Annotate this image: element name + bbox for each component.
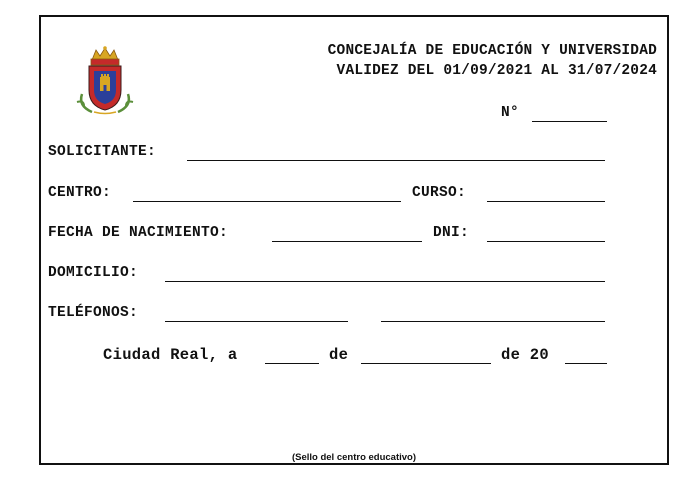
telefono-1-field[interactable] <box>165 321 348 322</box>
domicilio-label: DOMICILIO: <box>48 265 139 281</box>
numero-field[interactable] <box>532 121 607 122</box>
centro-label: CENTRO: <box>48 185 112 201</box>
dni-label: DNI: <box>433 225 470 241</box>
dni-field[interactable] <box>487 241 605 242</box>
centro-field[interactable] <box>133 201 401 202</box>
curso-field[interactable] <box>487 201 605 202</box>
header-validity: VALIDEZ DEL 01/09/2021 AL 31/07/2024 <box>336 63 657 79</box>
date-month-field[interactable] <box>361 363 491 364</box>
numero-label: N° <box>501 105 520 121</box>
header-title: CONCEJALÍA DE EDUCACIÓN Y UNIVERSIDAD <box>327 43 657 59</box>
date-day-field[interactable] <box>265 363 319 364</box>
domicilio-field[interactable] <box>165 281 605 282</box>
date-year-label: de 20 <box>501 346 550 364</box>
solicitante-label: SOLICITANTE: <box>48 144 157 160</box>
date-de-label: de <box>329 346 349 364</box>
telefono-2-field[interactable] <box>381 321 605 322</box>
fecha-nacimiento-field[interactable] <box>272 241 422 242</box>
fecha-nacimiento-label: FECHA DE NACIMIENTO: <box>48 225 229 241</box>
date-city-label: Ciudad Real, a <box>103 346 238 364</box>
coat-of-arms-icon <box>74 44 136 116</box>
telefonos-label: TELÉFONOS: <box>48 305 139 321</box>
curso-label: CURSO: <box>412 185 467 201</box>
solicitante-field[interactable] <box>187 160 605 161</box>
seal-caption: (Sello del centro educativo) <box>291 452 417 463</box>
date-year-field[interactable] <box>565 363 607 364</box>
card-form <box>39 15 669 465</box>
